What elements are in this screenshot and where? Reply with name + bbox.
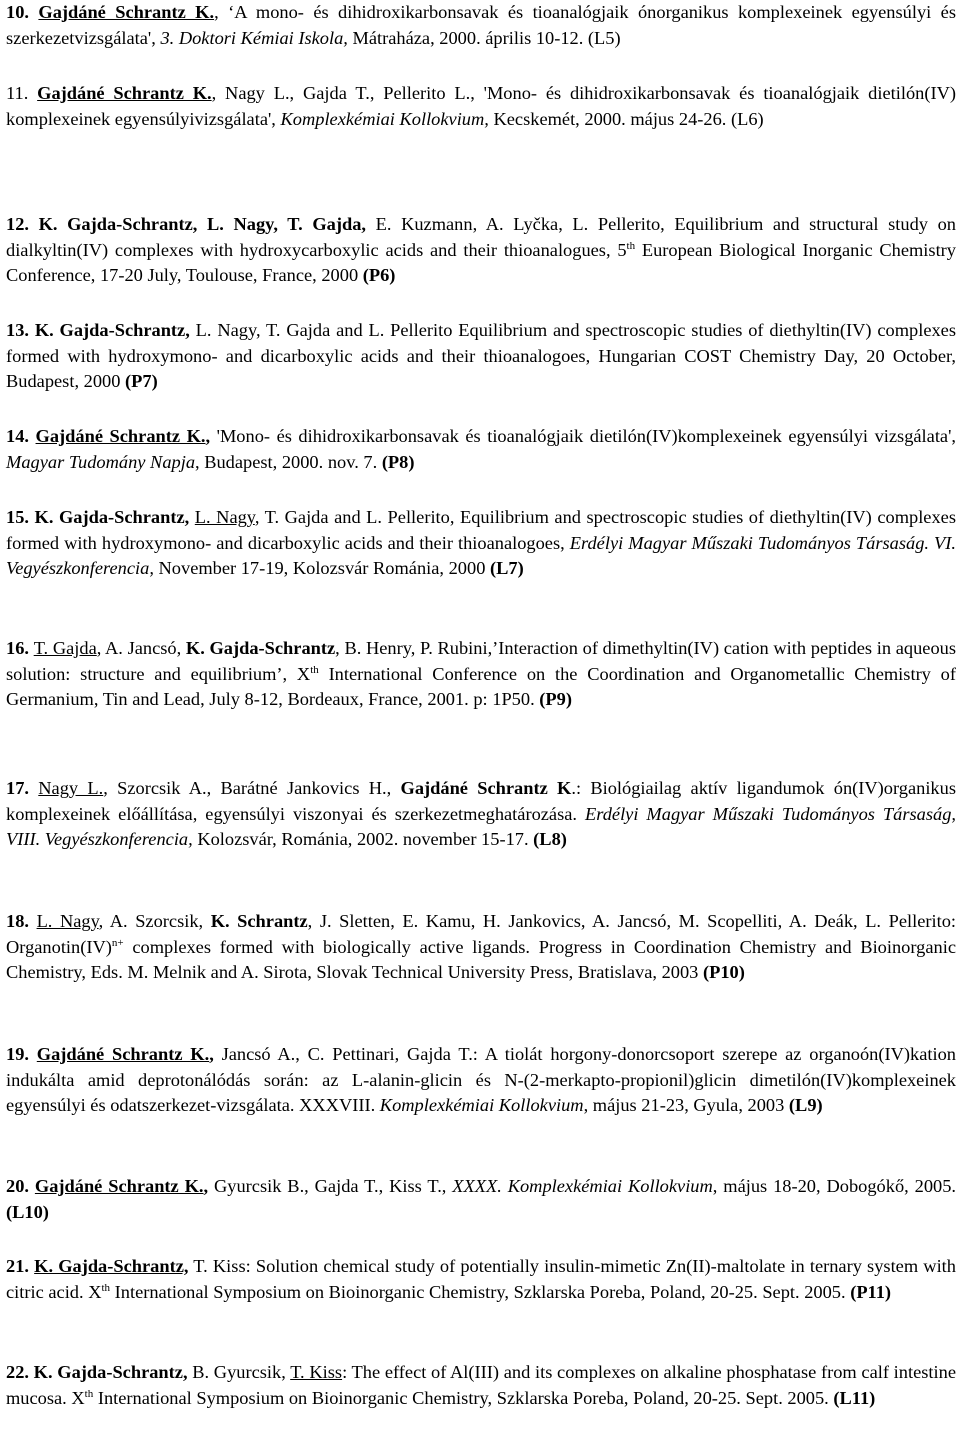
reference-text-segment: Gajdáné Schrantz K.	[36, 1044, 210, 1064]
reference-text-segment: E. Kuzmann, A. Lyčka, L. Pellerito, Equilibrium and structural study on dialkyltin(IV) complexes with hydroxycarboxylic acids and their thioanalogues, 5	[6, 214, 956, 260]
reference-text-segment: , Szorcsik A., Barátné Jankovics H.,	[103, 778, 401, 798]
reference-text-segment: 15. K. Gajda-Schrantz,	[6, 507, 190, 527]
reference-text-segment: 17.	[6, 778, 39, 798]
reference-text-segment: th	[101, 1281, 111, 1294]
reference-text-segment: 11.	[6, 83, 38, 103]
reference-text-segment: 19.	[6, 1044, 37, 1064]
reference-text-segment: 10.	[6, 2, 39, 22]
reference-text-segment: th	[84, 1387, 94, 1400]
reference-entry	[6, 1360, 956, 1411]
reference-text-segment: ,	[203, 1176, 209, 1196]
reference-text-segment: , május 21-23, Gyula, 2003	[583, 1095, 789, 1115]
reference-text-segment: , Nagy L., Gajda T., Pellerito L., 'Mono- és dihidroxikarbonsavak és tioanalógjaik dietilón(IV) komplexeinek egyensúlyivizsgálata',	[6, 83, 957, 129]
reference-entry	[6, 212, 956, 289]
reference-text-segment: th	[310, 663, 319, 676]
reference-text-segment: Gajdáné Schrantz K.	[34, 1176, 204, 1196]
reference-text-segment: , A. Jancsó,	[96, 638, 186, 658]
reference-text-segment: Gajdáné Schrantz K.	[37, 83, 212, 103]
reference-text-segment: 13. K. Gajda-Schrantz,	[6, 320, 190, 340]
reference-text-segment: Mátraháza, 2000. április 10-12. (L5)	[347, 27, 621, 48]
reference-text-segment: th	[626, 239, 636, 252]
reference-entry	[6, 776, 956, 853]
reference-text-segment: ,	[205, 426, 211, 446]
reference-text-segment: complexes formed with biologically active ligands. Progress in Coordination Chemistry and Bioinorganic Chemistry, Eds. M. Melnik and A. Sirota, Slovak Technical University Press, Bratislava, 2003	[6, 936, 956, 982]
reference-text-segment: , B. Henry, P. Rubini,’Interaction of dimethyltin(IV) cation with peptides in aqueous solution: structure and equilibrium’, X	[6, 638, 956, 684]
reference-text-segment: International Symposium on Bioinorganic Chemistry, Szklarska Poreba, Poland, 20-25. Sept. 2005.	[110, 1281, 851, 1302]
reference-text-segment: Komplexkémiai Kollokvium,	[280, 108, 489, 129]
reference-entry	[6, 505, 956, 582]
reference-text-segment: , ‘A mono- és dihidroxikarbonsavak és tioanalógjaik ónorganikus komplexeinek egyensúlyi és szerkezetvizsgálata',	[6, 2, 956, 48]
reference-text-segment: Gajdáné Schrantz K.	[35, 426, 206, 446]
reference-text-segment: K. Gajda-Schrantz	[185, 638, 336, 658]
reference-text-segment: ,	[209, 1044, 214, 1064]
reference-text-segment: Gajdáné Schrantz K	[400, 778, 572, 798]
reference-text-segment: 3. Doktori Kémiai Iskola,	[160, 27, 348, 48]
reference-text-segment: (P8)	[381, 451, 415, 472]
reference-entry	[6, 636, 956, 713]
reference-text-segment: K. Gajda-Schrantz,	[34, 1256, 189, 1276]
reference-text-segment: , Budapest, 2000. nov. 7.	[195, 451, 382, 472]
reference-entry	[6, 424, 956, 475]
reference-text-segment: 18.	[6, 911, 37, 931]
reference-text-segment: (P6)	[362, 265, 396, 285]
reference-text-segment: B. Gyurcsik,	[187, 1362, 291, 1382]
reference-text-segment: (L10)	[6, 1201, 49, 1222]
reference-text-segment: Gyurcsik B., Gajda T., Kiss T.,	[208, 1176, 453, 1196]
reference-text-segment: (L11)	[833, 1387, 876, 1408]
reference-text-segment: Jancsó A., C. Pettinari, Gajda T.: A tiolát horgony-donorcsoport szerepe az organoón(IV)kation indukálta amid deprotonálódás során: az L-alanin-glicin és N-(2-merkapto-propionil)glicin dimetilón(IV)komplexeinek egyensúlyi és odatszerkezet-vizsgálata. XXXVIII.	[6, 1044, 957, 1115]
reference-text-segment: Nagy L.	[38, 778, 104, 798]
reference-text-segment: (P9)	[539, 689, 572, 709]
reference-text-segment: L. Nagy	[36, 911, 99, 931]
reference-text-segment: , május 18-20, Dobogókő, 2005.	[712, 1176, 957, 1196]
reference-entry	[6, 1042, 956, 1119]
reference-text-segment: International Symposium on Bioinorganic Chemistry, Szklarska Poreba, Poland, 20-25. Sept. 2005.	[93, 1387, 834, 1408]
reference-text-segment: XXXX. Komplexkémiai Kollokvium	[452, 1176, 713, 1196]
reference-text-segment: Magyar Tudomány Napja	[6, 451, 196, 472]
reference-text-segment: 14.	[6, 426, 36, 446]
reference-text-segment: (L8)	[533, 829, 567, 849]
reference-text-segment: .: Biológiailag aktív ligandumok ón(IV)organikus komplexeinek előállítása, egyensúlyi viszonyai és szerkezetmeghatározása.	[6, 778, 956, 824]
reference-text-segment: (P7)	[125, 371, 158, 391]
reference-text-segment: November 17-19, Kolozsvár Románia, 2000	[153, 558, 490, 578]
reference-text-segment: L. Nagy	[194, 507, 255, 527]
reference-entry	[6, 81, 956, 132]
reference-text-segment: T. Kiss	[290, 1362, 343, 1382]
reference-text-segment: n+	[111, 936, 124, 949]
reference-text-segment: 21.	[6, 1256, 35, 1276]
reference-text-segment: European Biological Inorganic Chemistry Conference, 17-20 July, Toulouse, France, 2000	[6, 239, 957, 285]
reference-entry	[6, 318, 956, 395]
reference-text-segment: International Conference on the Coordination and Organometallic Chemistry of Germanium, Tin and Lead, July 8-12, Bordeaux, France, 2001. p: 1P50.	[6, 663, 956, 709]
reference-text-segment: K. Schrantz	[210, 911, 308, 931]
reference-entry	[6, 1174, 956, 1225]
reference-text-segment: T. Kiss: Solution chemical study of potentially insulin-mimetic Zn(II)-maltolate in ternary system with citric acid. X	[6, 1256, 956, 1302]
reference-text-segment: Kecskemét, 2000. május 24-26. (L6)	[488, 108, 764, 129]
reference-text-segment: : The effect of Al(III) and its complexes on alkaline phosphatase from calf intestine mucosa. X	[6, 1362, 956, 1408]
reference-text-segment: , T. Gajda and L. Pellerito, Equilibrium and spectroscopic studies of diethyltin(IV) complexes formed with hydroxymono- and dicarboxylic acids and their thioanalogoes,	[6, 507, 956, 553]
reference-text-segment: (P10)	[702, 962, 745, 982]
reference-text-segment: Komplexkémiai Kollokvium	[379, 1095, 584, 1115]
reference-text-segment: 22. K. Gajda-Schrantz,	[6, 1362, 188, 1382]
reference-text-segment: T. Gajda	[33, 638, 97, 658]
reference-entry	[6, 909, 956, 986]
reference-text-segment: (P11)	[850, 1281, 892, 1302]
reference-text-segment: , A. Szorcsik,	[98, 911, 211, 931]
reference-text-segment: 12. K. Gajda-Schrantz, L. Nagy, T. Gajda,	[6, 214, 366, 234]
reference-text-segment: 20.	[6, 1176, 35, 1196]
reference-text-segment: (L9)	[788, 1095, 823, 1115]
reference-entry	[6, 0, 956, 51]
reference-text-segment: Erdélyi Magyar Műszaki Tudományos Társaság. VI. Vegyészkonferencia,	[6, 532, 956, 578]
reference-text-segment: Kolozsvár, Románia, 2002. november 15-17.	[192, 829, 534, 849]
reference-text-segment: 'Mono- és dihidroxikarbonsavak és tioanalógjaik dietilón(IV)komplexeinek egyensúlyi vizsgálata',	[210, 426, 957, 446]
reference-text-segment: , J. Sletten, E. Kamu, H. Jankovics, A. Jancsó, M. Scopelliti, A. Deák, L. Pellerito: Organotin(IV)	[6, 911, 957, 957]
reference-entry	[6, 1254, 956, 1305]
reference-text-segment: L. Nagy, T. Gajda and L. Pellerito Equilibrium and spectroscopic studies of diethyltin(IV) complexes formed with hydroxymono- and dicarboxylic acids and their thioanalogoes, Hungarian COST Chemistry Day, 20 October, Budapest, 2000	[6, 320, 956, 391]
reference-text-segment: Erdélyi Magyar Műszaki Tudományos Társaság, VIII. Vegyészkonferencia,	[6, 803, 956, 849]
reference-text-segment: (L7)	[490, 558, 524, 578]
reference-text-segment: Gajdáné Schrantz K.	[38, 2, 215, 22]
reference-text-segment: 16.	[6, 638, 34, 658]
